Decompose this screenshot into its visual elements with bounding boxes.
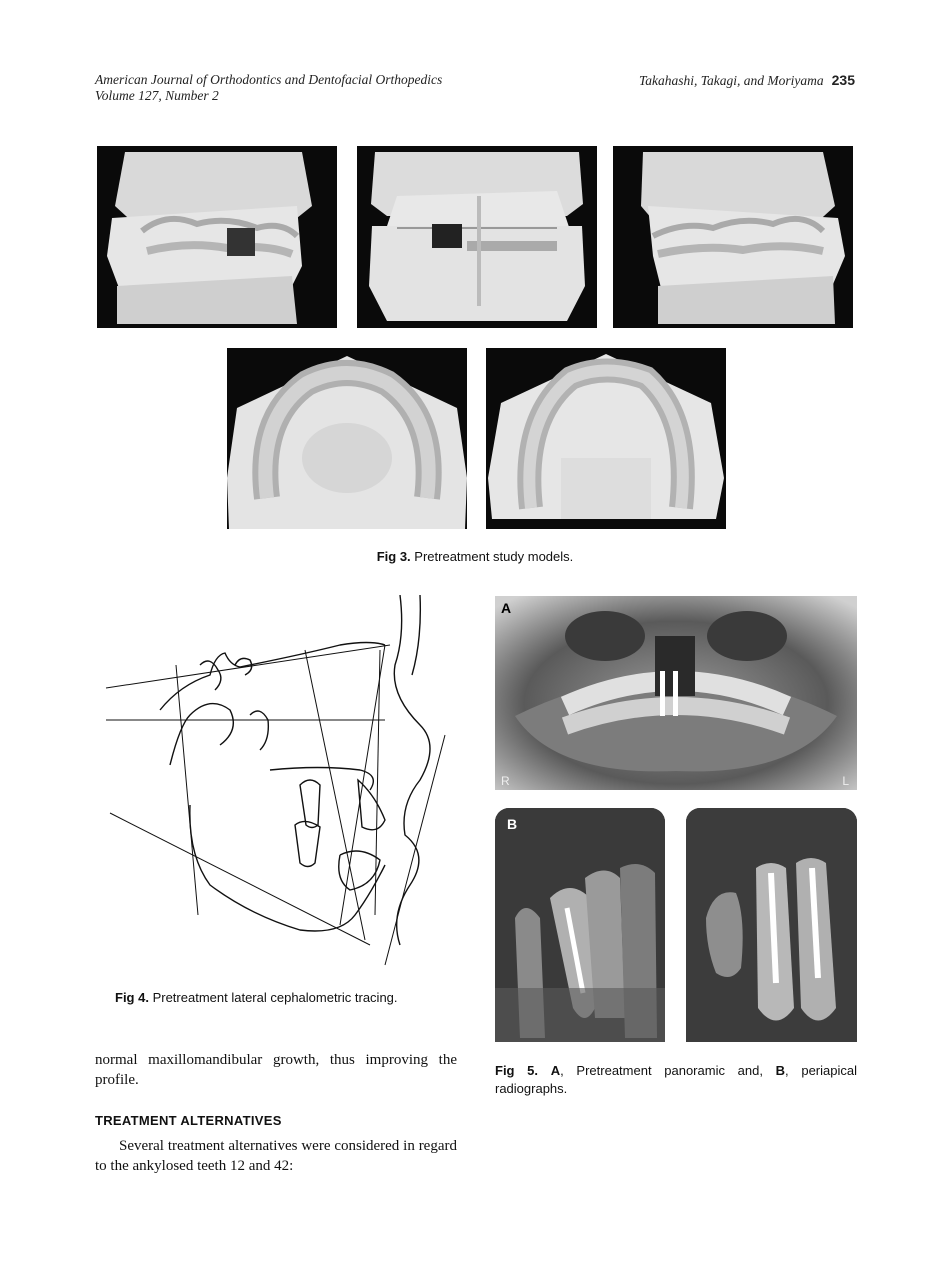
- fig4-label: Fig 4.: [115, 990, 149, 1005]
- paragraph-treatment-alternatives: Several treatment alternatives were considered in regard to the ankylosed teeth 12 and 42:: [95, 1138, 457, 1174]
- authors: Takahashi, Takagi, and Moriyama: [638, 73, 824, 88]
- fig5-text-2: , periapical radiographs.: [495, 1063, 857, 1096]
- panoramic-radiograph: [495, 596, 857, 790]
- running-header-journal: [95, 72, 442, 104]
- fig5-panel-a: A: [550, 1063, 561, 1078]
- running-header-authors: [639, 72, 855, 89]
- study-model-frontal: [357, 146, 597, 328]
- fig4-caption: [115, 990, 398, 1005]
- cephalometric-tracing: [100, 595, 460, 970]
- left-side-marker: L: [842, 774, 849, 788]
- fig3-label: Fig 3.: [376, 549, 411, 564]
- section-heading: TREATMENT ALTERNATIVES: [95, 1113, 282, 1128]
- page-number: 235: [831, 72, 855, 88]
- journal-volume: Volume 127, Number 2: [95, 88, 219, 103]
- study-model-mandibular-occlusal: [486, 348, 726, 529]
- fig4-caption-text: Pretreatment lateral cephalometric tracing.: [152, 990, 398, 1005]
- fig5-text-1: , Pretreatment panoramic and,: [560, 1063, 776, 1078]
- paragraph-continuation: normal maxillomandibular growth, thus improving the profile.: [95, 1052, 457, 1088]
- fig5-label: Fig 5.: [495, 1063, 539, 1078]
- periapical-radiograph-maxillary: [686, 808, 857, 1042]
- study-model-right-lateral: [97, 146, 337, 328]
- periapical-radiograph-mandibular: [495, 808, 665, 1042]
- study-model-maxillary-occlusal: [227, 348, 467, 529]
- fig3-caption-text: Pretreatment study models.: [414, 549, 574, 564]
- study-model-left-lateral: [613, 146, 853, 328]
- fig5-caption: [495, 1062, 857, 1098]
- journal-title: American Journal of Orthodontics and Dentofacial Orthopedics: [95, 72, 443, 87]
- fig3-caption: [0, 549, 950, 564]
- xray-b-label: B: [507, 816, 518, 832]
- fig5-panel-b: B: [775, 1063, 786, 1078]
- right-side-marker: R: [501, 774, 510, 788]
- xray-a-label: A: [501, 600, 512, 616]
